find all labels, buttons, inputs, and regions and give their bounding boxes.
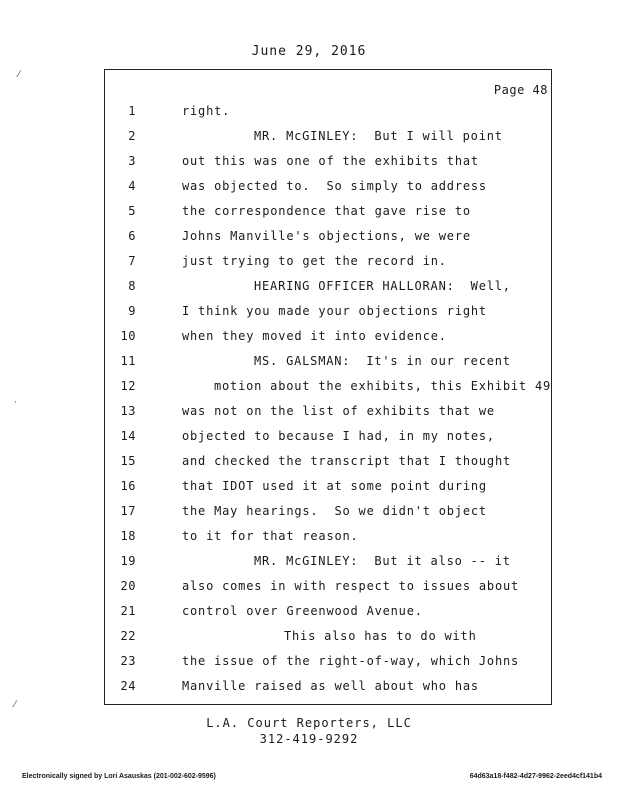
transcript-line — [104, 204, 552, 224]
line-text: also comes in with respect to issues about — [182, 579, 520, 593]
transcript-line — [104, 554, 552, 574]
line-number: 18 — [120, 529, 136, 543]
line-number: 6 — [128, 229, 136, 243]
e-signature-text: Electronically signed by Lori Asauskas (201-002-602-9596) — [22, 773, 216, 780]
header-date: June 29, 2016 — [251, 44, 367, 59]
line-number: 3 — [128, 154, 136, 168]
line-text: This also has to do with — [284, 629, 477, 643]
line-number: 21 — [120, 604, 136, 618]
line-number: 10 — [120, 329, 136, 343]
transcript-line — [104, 179, 552, 199]
transcript-line — [104, 154, 552, 174]
line-number: 22 — [120, 629, 136, 643]
line-text: was not on the list of exhibits that we — [182, 404, 495, 418]
line-number: 13 — [120, 404, 136, 418]
line-number: 9 — [128, 304, 136, 318]
line-text: control over Greenwood Avenue. — [182, 604, 423, 618]
line-text: just trying to get the record in. — [182, 254, 447, 268]
transcript-line — [104, 129, 552, 149]
line-text: right. — [182, 104, 231, 118]
transcript-line — [104, 279, 552, 299]
transcript-line — [104, 604, 552, 624]
transcript-line — [104, 229, 552, 249]
scan-mark: ⁄ — [18, 70, 20, 80]
line-text: that IDOT used it at some point during — [182, 479, 487, 493]
line-text: MR. McGINLEY: But it also -- it — [254, 554, 511, 568]
transcript-line — [104, 504, 552, 524]
line-number: 17 — [120, 504, 136, 518]
line-number: 8 — [128, 279, 136, 293]
line-text: Manville raised as well about who has — [182, 679, 479, 693]
line-number: 14 — [120, 429, 136, 443]
transcript-line — [104, 454, 552, 474]
line-text: HEARING OFFICER HALLORAN: Well, — [254, 279, 511, 293]
transcript-line — [104, 304, 552, 324]
line-number: 4 — [128, 179, 136, 193]
transcript-line — [104, 254, 552, 274]
line-text: was objected to. So simply to address — [182, 179, 487, 193]
line-number: 23 — [120, 654, 136, 668]
line-number: 20 — [120, 579, 136, 593]
transcript-line — [104, 104, 552, 124]
document-hash: 64d63a18-f482-4d27-9962-2eed4cf141b4 — [469, 773, 602, 780]
transcript-line — [104, 354, 552, 374]
line-number: 16 — [120, 479, 136, 493]
line-text: motion about the exhibits, this Exhibit 49 — [214, 379, 552, 393]
line-text: I think you made your objections right — [182, 304, 487, 318]
transcript-line — [104, 429, 552, 449]
transcript-line — [104, 329, 552, 349]
transcript-line — [104, 479, 552, 499]
page-number: Page 48 — [493, 83, 548, 97]
transcript-line — [104, 379, 552, 399]
line-number: 2 — [128, 129, 136, 143]
line-number: 1 — [128, 104, 136, 118]
line-number: 11 — [120, 354, 136, 368]
transcript-line — [104, 404, 552, 424]
line-text: and checked the transcript that I thought — [182, 454, 512, 468]
transcript-line — [104, 679, 552, 699]
line-text: MS. GALSMAN: It's in our recent — [254, 354, 511, 368]
line-text: the correspondence that gave rise to — [182, 204, 471, 218]
footer-phone: 312-419-9292 — [259, 732, 359, 746]
line-text: MR. McGINLEY: But I will point — [254, 129, 503, 143]
scan-mark: · — [14, 398, 17, 408]
line-text: the May hearings. So we didn't object — [182, 504, 487, 518]
line-number: 5 — [128, 204, 136, 218]
line-text: to it for that reason. — [182, 529, 359, 543]
scan-mark: ⁄ — [14, 700, 16, 710]
transcript-line — [104, 654, 552, 674]
transcript-line — [104, 529, 552, 549]
line-text: the issue of the right-of-way, which Johns — [182, 654, 520, 668]
footer-firm-name: L.A. Court Reporters, LLC — [206, 716, 412, 730]
transcript-line — [104, 629, 552, 649]
line-text: when they moved it into evidence. — [182, 329, 447, 343]
line-number: 15 — [120, 454, 136, 468]
line-number: 19 — [120, 554, 136, 568]
line-text: Johns Manville's objections, we were — [182, 229, 471, 243]
line-number: 12 — [120, 379, 136, 393]
line-number: 7 — [128, 254, 136, 268]
transcript-line — [104, 579, 552, 599]
line-text: objected to because I had, in my notes, — [182, 429, 495, 443]
line-text: out this was one of the exhibits that — [182, 154, 479, 168]
line-number: 24 — [120, 679, 136, 693]
